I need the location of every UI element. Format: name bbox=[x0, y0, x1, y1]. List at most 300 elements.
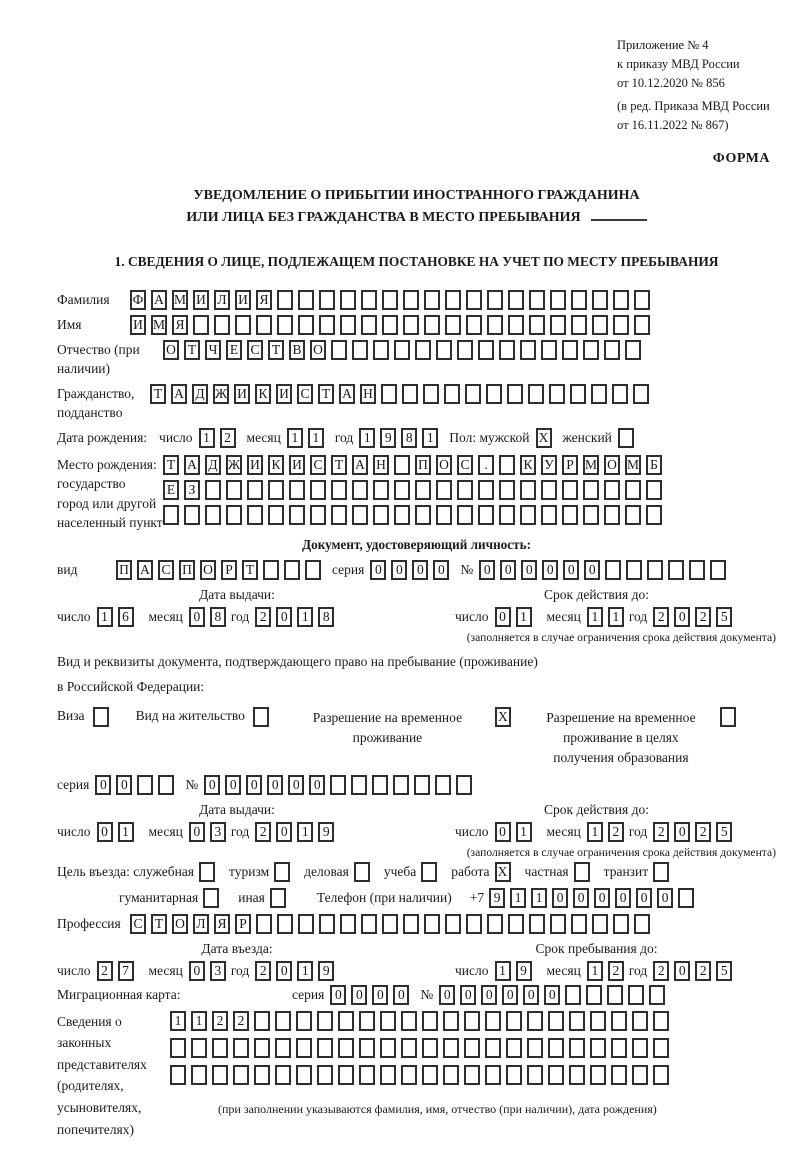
char-cell[interactable] bbox=[359, 1038, 375, 1058]
char-cell[interactable] bbox=[170, 1065, 186, 1085]
char-cell[interactable] bbox=[529, 290, 545, 310]
char-cell[interactable]: П bbox=[116, 560, 132, 580]
char-cell[interactable] bbox=[422, 1065, 438, 1085]
char-cell[interactable] bbox=[254, 1065, 270, 1085]
char-cell[interactable] bbox=[611, 1038, 627, 1058]
char-cell[interactable]: О bbox=[172, 914, 188, 934]
char-cell[interactable]: С bbox=[130, 914, 146, 934]
char-cell[interactable]: 1 bbox=[297, 607, 313, 627]
char-cell[interactable] bbox=[277, 315, 293, 335]
char-cell[interactable] bbox=[457, 340, 473, 360]
char-cell[interactable]: 0 bbox=[552, 888, 568, 908]
char-cell[interactable] bbox=[590, 1038, 606, 1058]
char-cell[interactable] bbox=[499, 340, 515, 360]
char-cell[interactable] bbox=[499, 480, 515, 500]
char-cell[interactable] bbox=[361, 315, 377, 335]
char-cell[interactable] bbox=[618, 428, 634, 448]
char-cell[interactable]: 1 bbox=[608, 607, 624, 627]
char-cell[interactable] bbox=[263, 560, 279, 580]
char-cell[interactable] bbox=[317, 1011, 333, 1031]
id-issue-month-input[interactable] bbox=[189, 607, 231, 627]
char-cell[interactable] bbox=[435, 775, 451, 795]
char-cell[interactable]: А bbox=[352, 455, 368, 475]
char-cell[interactable] bbox=[403, 914, 419, 934]
char-cell[interactable] bbox=[305, 560, 321, 580]
char-cell[interactable] bbox=[464, 1065, 480, 1085]
char-cell[interactable] bbox=[653, 1011, 669, 1031]
char-cell[interactable] bbox=[653, 1065, 669, 1085]
char-cell[interactable]: 5 bbox=[716, 607, 732, 627]
char-cell[interactable] bbox=[415, 505, 431, 525]
char-cell[interactable]: И bbox=[234, 384, 250, 404]
char-cell[interactable]: С bbox=[158, 560, 174, 580]
char-cell[interactable] bbox=[633, 384, 649, 404]
residence-permit-checkbox[interactable] bbox=[253, 707, 274, 727]
stay-month-input[interactable] bbox=[587, 961, 629, 981]
char-cell[interactable] bbox=[668, 560, 684, 580]
visa-checkbox[interactable] bbox=[93, 707, 114, 727]
representatives-row2-input[interactable] bbox=[170, 1038, 674, 1058]
char-cell[interactable] bbox=[527, 1065, 543, 1085]
char-cell[interactable] bbox=[570, 384, 586, 404]
representatives-row3-input[interactable] bbox=[170, 1065, 674, 1085]
char-cell[interactable]: И bbox=[289, 455, 305, 475]
char-cell[interactable] bbox=[625, 340, 641, 360]
char-cell[interactable] bbox=[158, 775, 174, 795]
char-cell[interactable] bbox=[382, 315, 398, 335]
char-cell[interactable]: П bbox=[415, 455, 431, 475]
char-cell[interactable]: 9 bbox=[489, 888, 505, 908]
char-cell[interactable]: X bbox=[495, 862, 511, 882]
char-cell[interactable]: 1 bbox=[170, 1011, 186, 1031]
char-cell[interactable]: 5 bbox=[716, 822, 732, 842]
char-cell[interactable] bbox=[275, 1038, 291, 1058]
char-cell[interactable]: 1 bbox=[297, 961, 313, 981]
char-cell[interactable] bbox=[550, 290, 566, 310]
char-cell[interactable]: 8 bbox=[318, 607, 334, 627]
id-valid-year-input[interactable] bbox=[653, 607, 737, 627]
permit-issue-year-input[interactable] bbox=[255, 822, 339, 842]
char-cell[interactable] bbox=[296, 1065, 312, 1085]
char-cell[interactable] bbox=[319, 290, 335, 310]
char-cell[interactable]: 0 bbox=[246, 775, 262, 795]
patronymic-input[interactable] bbox=[163, 340, 646, 360]
char-cell[interactable] bbox=[604, 480, 620, 500]
char-cell[interactable] bbox=[394, 340, 410, 360]
char-cell[interactable] bbox=[506, 1065, 522, 1085]
profession-input[interactable] bbox=[130, 914, 655, 934]
char-cell[interactable] bbox=[214, 315, 230, 335]
char-cell[interactable] bbox=[628, 985, 644, 1005]
char-cell[interactable]: 2 bbox=[608, 822, 624, 842]
char-cell[interactable] bbox=[340, 315, 356, 335]
entry-month-input[interactable] bbox=[189, 961, 231, 981]
char-cell[interactable] bbox=[338, 1065, 354, 1085]
char-cell[interactable]: С bbox=[310, 455, 326, 475]
char-cell[interactable] bbox=[583, 505, 599, 525]
char-cell[interactable]: 0 bbox=[189, 607, 205, 627]
char-cell[interactable]: 1 bbox=[422, 428, 438, 448]
char-cell[interactable] bbox=[613, 914, 629, 934]
char-cell[interactable]: 0 bbox=[594, 888, 610, 908]
char-cell[interactable] bbox=[331, 340, 347, 360]
char-cell[interactable]: 0 bbox=[370, 560, 386, 580]
char-cell[interactable]: Т bbox=[184, 340, 200, 360]
char-cell[interactable]: М bbox=[583, 455, 599, 475]
char-cell[interactable] bbox=[583, 340, 599, 360]
temp-residence-checkbox[interactable] bbox=[495, 707, 516, 727]
char-cell[interactable] bbox=[562, 505, 578, 525]
char-cell[interactable]: 0 bbox=[674, 822, 690, 842]
char-cell[interactable]: 8 bbox=[401, 428, 417, 448]
char-cell[interactable] bbox=[478, 505, 494, 525]
char-cell[interactable] bbox=[424, 914, 440, 934]
char-cell[interactable] bbox=[310, 505, 326, 525]
char-cell[interactable]: 0 bbox=[544, 985, 560, 1005]
char-cell[interactable]: 0 bbox=[495, 822, 511, 842]
surname-input[interactable] bbox=[130, 290, 655, 310]
char-cell[interactable] bbox=[527, 1011, 543, 1031]
char-cell[interactable]: Ч bbox=[205, 340, 221, 360]
purpose-official-checkbox[interactable] bbox=[199, 862, 220, 882]
char-cell[interactable] bbox=[457, 505, 473, 525]
char-cell[interactable]: И bbox=[276, 384, 292, 404]
char-cell[interactable]: 0 bbox=[433, 560, 449, 580]
char-cell[interactable] bbox=[632, 1038, 648, 1058]
char-cell[interactable] bbox=[611, 1065, 627, 1085]
char-cell[interactable] bbox=[205, 480, 221, 500]
char-cell[interactable] bbox=[678, 888, 694, 908]
id-valid-day-input[interactable] bbox=[495, 607, 537, 627]
char-cell[interactable] bbox=[634, 315, 650, 335]
char-cell[interactable] bbox=[541, 340, 557, 360]
char-cell[interactable] bbox=[625, 505, 641, 525]
char-cell[interactable]: 0 bbox=[495, 607, 511, 627]
char-cell[interactable]: Т bbox=[318, 384, 334, 404]
char-cell[interactable] bbox=[634, 914, 650, 934]
char-cell[interactable] bbox=[457, 480, 473, 500]
char-cell[interactable]: 0 bbox=[674, 961, 690, 981]
char-cell[interactable] bbox=[184, 505, 200, 525]
char-cell[interactable] bbox=[466, 315, 482, 335]
char-cell[interactable] bbox=[338, 1038, 354, 1058]
char-cell[interactable] bbox=[226, 480, 242, 500]
char-cell[interactable] bbox=[296, 1038, 312, 1058]
char-cell[interactable] bbox=[319, 315, 335, 335]
char-cell[interactable]: 2 bbox=[608, 961, 624, 981]
char-cell[interactable]: 0 bbox=[276, 607, 292, 627]
char-cell[interactable] bbox=[653, 1038, 669, 1058]
char-cell[interactable]: 0 bbox=[351, 985, 367, 1005]
char-cell[interactable] bbox=[590, 1011, 606, 1031]
char-cell[interactable]: А bbox=[184, 455, 200, 475]
char-cell[interactable] bbox=[274, 862, 290, 882]
char-cell[interactable] bbox=[319, 914, 335, 934]
char-cell[interactable]: 0 bbox=[225, 775, 241, 795]
char-cell[interactable]: Т bbox=[163, 455, 179, 475]
char-cell[interactable]: 1 bbox=[359, 428, 375, 448]
char-cell[interactable] bbox=[421, 862, 437, 882]
char-cell[interactable] bbox=[520, 340, 536, 360]
char-cell[interactable] bbox=[233, 1038, 249, 1058]
char-cell[interactable] bbox=[403, 290, 419, 310]
char-cell[interactable]: М bbox=[172, 290, 188, 310]
char-cell[interactable]: 2 bbox=[695, 822, 711, 842]
char-cell[interactable] bbox=[592, 914, 608, 934]
char-cell[interactable] bbox=[373, 505, 389, 525]
char-cell[interactable] bbox=[528, 384, 544, 404]
char-cell[interactable]: 0 bbox=[481, 985, 497, 1005]
char-cell[interactable] bbox=[351, 775, 367, 795]
permit-valid-year-input[interactable] bbox=[653, 822, 737, 842]
char-cell[interactable] bbox=[296, 1011, 312, 1031]
char-cell[interactable]: А bbox=[151, 290, 167, 310]
permit-number-input[interactable] bbox=[204, 775, 477, 795]
char-cell[interactable] bbox=[689, 560, 705, 580]
char-cell[interactable]: М bbox=[151, 315, 167, 335]
char-cell[interactable] bbox=[611, 1011, 627, 1031]
char-cell[interactable] bbox=[380, 1011, 396, 1031]
char-cell[interactable]: 0 bbox=[330, 985, 346, 1005]
char-cell[interactable]: Л bbox=[214, 290, 230, 310]
char-cell[interactable] bbox=[289, 480, 305, 500]
char-cell[interactable] bbox=[586, 985, 602, 1005]
char-cell[interactable] bbox=[212, 1038, 228, 1058]
char-cell[interactable] bbox=[393, 775, 409, 795]
char-cell[interactable] bbox=[284, 560, 300, 580]
char-cell[interactable] bbox=[590, 1065, 606, 1085]
char-cell[interactable] bbox=[529, 315, 545, 335]
char-cell[interactable]: В bbox=[289, 340, 305, 360]
char-cell[interactable] bbox=[592, 315, 608, 335]
char-cell[interactable]: 0 bbox=[189, 961, 205, 981]
char-cell[interactable]: 1 bbox=[531, 888, 547, 908]
char-cell[interactable]: 2 bbox=[255, 961, 271, 981]
char-cell[interactable] bbox=[604, 340, 620, 360]
birth-year-input[interactable] bbox=[359, 428, 443, 448]
char-cell[interactable]: О bbox=[163, 340, 179, 360]
char-cell[interactable] bbox=[499, 505, 515, 525]
char-cell[interactable] bbox=[415, 340, 431, 360]
char-cell[interactable] bbox=[443, 1011, 459, 1031]
char-cell[interactable]: К bbox=[520, 455, 536, 475]
char-cell[interactable]: О bbox=[604, 455, 620, 475]
char-cell[interactable]: 0 bbox=[500, 560, 516, 580]
char-cell[interactable]: Ж bbox=[213, 384, 229, 404]
char-cell[interactable]: 1 bbox=[495, 961, 511, 981]
char-cell[interactable] bbox=[163, 505, 179, 525]
char-cell[interactable]: 9 bbox=[318, 822, 334, 842]
char-cell[interactable] bbox=[373, 480, 389, 500]
char-cell[interactable] bbox=[191, 1038, 207, 1058]
char-cell[interactable] bbox=[565, 985, 581, 1005]
char-cell[interactable]: Т bbox=[268, 340, 284, 360]
sex-male-checkbox[interactable] bbox=[536, 428, 557, 448]
char-cell[interactable] bbox=[445, 315, 461, 335]
char-cell[interactable] bbox=[352, 505, 368, 525]
char-cell[interactable]: 0 bbox=[204, 775, 220, 795]
char-cell[interactable] bbox=[233, 1065, 249, 1085]
char-cell[interactable]: Я bbox=[172, 315, 188, 335]
char-cell[interactable] bbox=[340, 914, 356, 934]
char-cell[interactable] bbox=[478, 480, 494, 500]
char-cell[interactable]: 0 bbox=[412, 560, 428, 580]
char-cell[interactable] bbox=[529, 914, 545, 934]
char-cell[interactable]: Д bbox=[192, 384, 208, 404]
birthplace-row1-input[interactable] bbox=[163, 455, 667, 475]
char-cell[interactable] bbox=[436, 340, 452, 360]
char-cell[interactable] bbox=[485, 1011, 501, 1031]
char-cell[interactable] bbox=[415, 480, 431, 500]
id-issue-year-input[interactable] bbox=[255, 607, 339, 627]
char-cell[interactable]: 0 bbox=[615, 888, 631, 908]
char-cell[interactable]: X bbox=[536, 428, 552, 448]
char-cell[interactable]: А bbox=[171, 384, 187, 404]
char-cell[interactable] bbox=[562, 480, 578, 500]
char-cell[interactable]: 0 bbox=[116, 775, 132, 795]
purpose-private-checkbox[interactable] bbox=[574, 862, 595, 882]
char-cell[interactable] bbox=[613, 290, 629, 310]
char-cell[interactable] bbox=[646, 480, 662, 500]
char-cell[interactable] bbox=[401, 1038, 417, 1058]
char-cell[interactable]: 0 bbox=[189, 822, 205, 842]
char-cell[interactable]: 0 bbox=[288, 775, 304, 795]
char-cell[interactable] bbox=[401, 1065, 417, 1085]
char-cell[interactable]: 1 bbox=[297, 822, 313, 842]
char-cell[interactable] bbox=[361, 290, 377, 310]
char-cell[interactable] bbox=[478, 340, 494, 360]
char-cell[interactable]: 3 bbox=[210, 961, 226, 981]
char-cell[interactable] bbox=[170, 1038, 186, 1058]
char-cell[interactable]: 0 bbox=[439, 985, 455, 1005]
char-cell[interactable] bbox=[443, 1038, 459, 1058]
char-cell[interactable] bbox=[436, 480, 452, 500]
id-valid-month-input[interactable] bbox=[587, 607, 629, 627]
char-cell[interactable]: Б bbox=[646, 455, 662, 475]
char-cell[interactable] bbox=[423, 384, 439, 404]
char-cell[interactable]: 1 bbox=[516, 607, 532, 627]
char-cell[interactable]: У bbox=[541, 455, 557, 475]
char-cell[interactable] bbox=[571, 914, 587, 934]
char-cell[interactable] bbox=[298, 914, 314, 934]
char-cell[interactable]: 0 bbox=[502, 985, 518, 1005]
char-cell[interactable]: 8 bbox=[210, 607, 226, 627]
char-cell[interactable] bbox=[436, 505, 452, 525]
char-cell[interactable] bbox=[466, 914, 482, 934]
char-cell[interactable] bbox=[464, 1011, 480, 1031]
char-cell[interactable] bbox=[317, 1038, 333, 1058]
char-cell[interactable]: 0 bbox=[674, 607, 690, 627]
char-cell[interactable] bbox=[710, 560, 726, 580]
doc-number-input[interactable] bbox=[479, 560, 731, 580]
char-cell[interactable] bbox=[226, 505, 242, 525]
char-cell[interactable] bbox=[485, 1038, 501, 1058]
char-cell[interactable]: Я bbox=[214, 914, 230, 934]
char-cell[interactable]: Т bbox=[331, 455, 347, 475]
char-cell[interactable]: 1 bbox=[587, 607, 603, 627]
char-cell[interactable] bbox=[550, 315, 566, 335]
char-cell[interactable]: И bbox=[247, 455, 263, 475]
char-cell[interactable] bbox=[203, 888, 219, 908]
char-cell[interactable] bbox=[508, 315, 524, 335]
char-cell[interactable] bbox=[634, 290, 650, 310]
char-cell[interactable] bbox=[571, 290, 587, 310]
char-cell[interactable] bbox=[632, 1065, 648, 1085]
char-cell[interactable]: 0 bbox=[460, 985, 476, 1005]
char-cell[interactable] bbox=[466, 290, 482, 310]
char-cell[interactable] bbox=[571, 315, 587, 335]
char-cell[interactable] bbox=[277, 290, 293, 310]
purpose-other-checkbox[interactable] bbox=[270, 888, 291, 908]
char-cell[interactable]: Д bbox=[205, 455, 221, 475]
char-cell[interactable] bbox=[487, 290, 503, 310]
char-cell[interactable]: 3 bbox=[210, 822, 226, 842]
char-cell[interactable]: 1 bbox=[191, 1011, 207, 1031]
char-cell[interactable] bbox=[465, 384, 481, 404]
purpose-tourism-checkbox[interactable] bbox=[274, 862, 295, 882]
migration-series-input[interactable] bbox=[330, 985, 414, 1005]
char-cell[interactable]: X bbox=[495, 707, 511, 727]
char-cell[interactable]: 2 bbox=[97, 961, 113, 981]
char-cell[interactable] bbox=[445, 914, 461, 934]
char-cell[interactable] bbox=[625, 480, 641, 500]
char-cell[interactable] bbox=[520, 480, 536, 500]
char-cell[interactable] bbox=[235, 315, 251, 335]
char-cell[interactable] bbox=[424, 290, 440, 310]
char-cell[interactable]: Т bbox=[242, 560, 258, 580]
char-cell[interactable] bbox=[414, 775, 430, 795]
representatives-row1-input[interactable] bbox=[170, 1011, 674, 1031]
char-cell[interactable] bbox=[487, 914, 503, 934]
char-cell[interactable] bbox=[381, 384, 397, 404]
char-cell[interactable] bbox=[548, 1011, 564, 1031]
char-cell[interactable] bbox=[424, 315, 440, 335]
char-cell[interactable] bbox=[338, 1011, 354, 1031]
char-cell[interactable]: . bbox=[478, 455, 494, 475]
char-cell[interactable] bbox=[394, 455, 410, 475]
char-cell[interactable] bbox=[268, 480, 284, 500]
char-cell[interactable]: 2 bbox=[212, 1011, 228, 1031]
phone-input[interactable] bbox=[489, 888, 699, 908]
char-cell[interactable]: 1 bbox=[587, 961, 603, 981]
char-cell[interactable]: А bbox=[137, 560, 153, 580]
char-cell[interactable]: 1 bbox=[516, 822, 532, 842]
char-cell[interactable] bbox=[720, 707, 736, 727]
birth-month-input[interactable] bbox=[287, 428, 329, 448]
char-cell[interactable] bbox=[604, 505, 620, 525]
char-cell[interactable] bbox=[268, 505, 284, 525]
doc-series-input[interactable] bbox=[370, 560, 454, 580]
name-input[interactable] bbox=[130, 315, 655, 335]
char-cell[interactable]: 0 bbox=[521, 560, 537, 580]
char-cell[interactable]: 1 bbox=[97, 607, 113, 627]
char-cell[interactable] bbox=[487, 315, 503, 335]
char-cell[interactable] bbox=[373, 340, 389, 360]
char-cell[interactable] bbox=[541, 505, 557, 525]
char-cell[interactable] bbox=[646, 505, 662, 525]
char-cell[interactable] bbox=[191, 1065, 207, 1085]
char-cell[interactable]: Н bbox=[360, 384, 376, 404]
char-cell[interactable] bbox=[485, 1065, 501, 1085]
char-cell[interactable]: 0 bbox=[479, 560, 495, 580]
char-cell[interactable] bbox=[527, 1038, 543, 1058]
char-cell[interactable] bbox=[445, 290, 461, 310]
char-cell[interactable] bbox=[256, 914, 272, 934]
char-cell[interactable]: К bbox=[268, 455, 284, 475]
char-cell[interactable] bbox=[548, 1065, 564, 1085]
char-cell[interactable] bbox=[549, 384, 565, 404]
char-cell[interactable]: 6 bbox=[118, 607, 134, 627]
